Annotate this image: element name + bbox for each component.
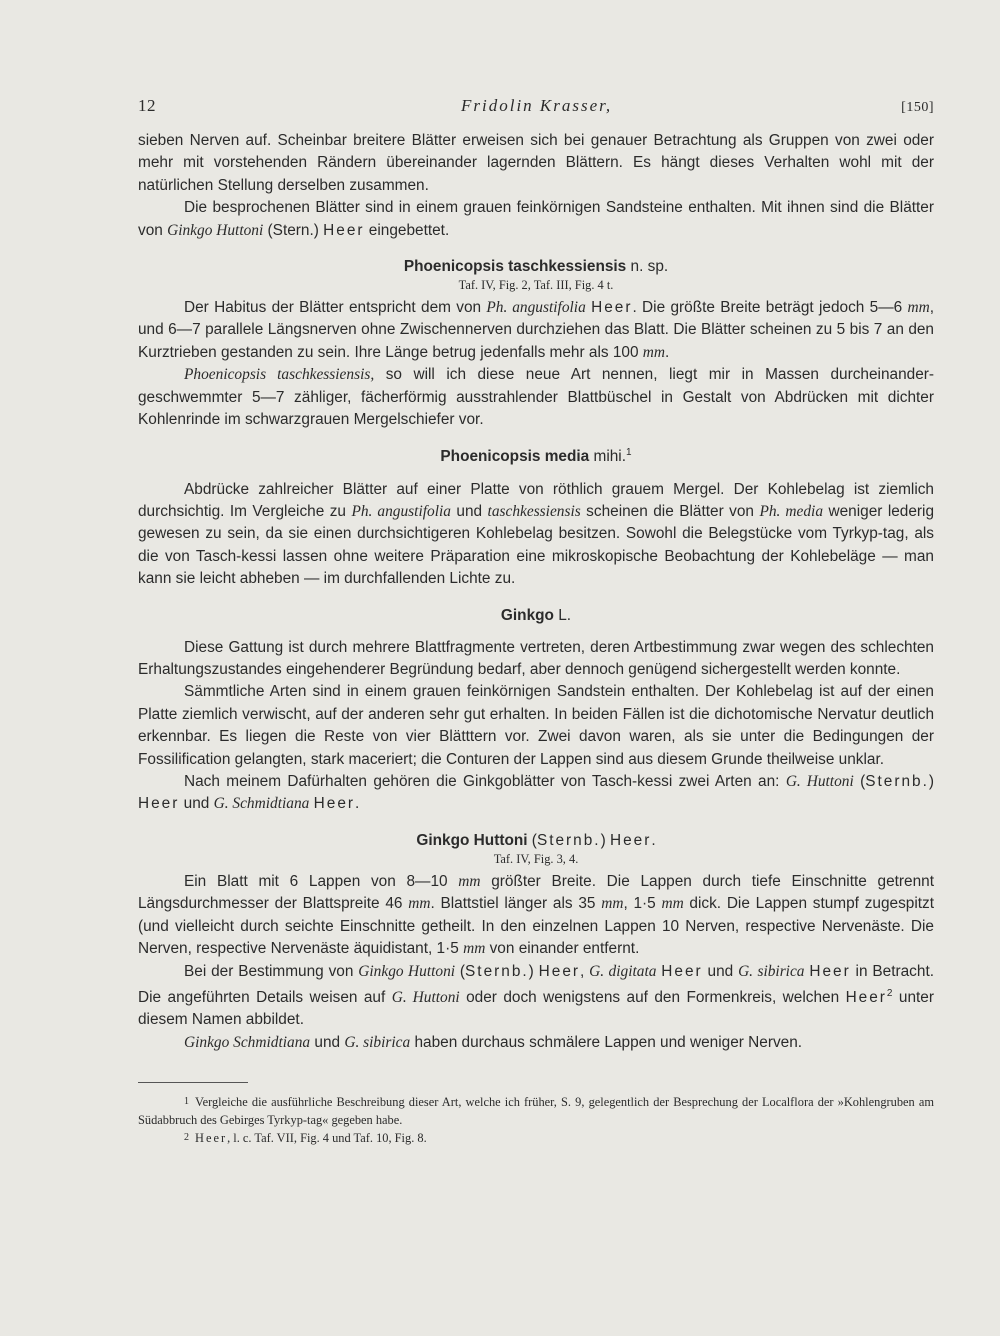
unit: mm <box>408 895 431 913</box>
section-title-bold: Phoenicopsis taschkessiensis <box>403 258 627 276</box>
taxon-name: G. Huttoni <box>391 989 460 1007</box>
unit: mm <box>601 895 624 913</box>
footnote <box>138 1093 934 1129</box>
paragraph <box>138 961 934 1032</box>
unit: mm <box>907 299 930 317</box>
section-title-rest: n. sp. <box>626 258 669 276</box>
unit: mm <box>458 872 481 890</box>
footnote-text: , l. c. Taf. VII, Fig. 4 und Taf. 10, Fig. 8. <box>227 1131 427 1146</box>
unit: mm <box>642 343 666 361</box>
text: ) <box>528 962 539 980</box>
section-title-bold: Ginkgo <box>500 606 554 624</box>
text: . <box>665 343 670 361</box>
page-number: 12 <box>138 96 156 115</box>
author-name: Heer <box>195 1131 228 1146</box>
section-title <box>138 258 934 276</box>
text: sieben Nerven auf. Scheinbar breitere Blätter erweisen sich bei genauer Betrachtung als Gruppen von zwei oder mehr mit vorstehenden Rändern übereinander lagernden Blättern. Es hängt dieses Verhalten wohl mit der natürlichen Stellung derselben zusammen. <box>138 132 934 194</box>
author-name: Heer <box>845 989 887 1007</box>
taxon-name: G. sibirica <box>344 1033 411 1051</box>
text: Abdrücke zahlreicher Blätter auf einer Platte von röthlich grauem Mergel. Der Kohlebelag ist ziemlich durchsichtig. Im Vergleiche zu <box>138 480 934 520</box>
text: scheinen die Blätter von <box>580 503 760 520</box>
unit: mm <box>661 895 684 913</box>
text: . Die größte Breite beträgt jedoch 5—6 <box>632 299 908 317</box>
taxon-name: G. sibirica <box>738 962 805 980</box>
text: , <box>580 962 590 980</box>
text: ( <box>853 773 866 791</box>
author-name: Sternb. <box>465 962 529 980</box>
text: ) <box>928 773 935 791</box>
taxon-name: Ginkgo Schmidtiana <box>184 1033 311 1051</box>
footnote-number: 1 <box>184 1096 189 1108</box>
text: größter Breite. Die Lappen durch tiefe Einschnitte getrennt Längsdurchmesser der Blattspreite 46 <box>138 872 934 913</box>
author-name: Heer <box>323 221 365 239</box>
text: , 1·5 <box>623 895 662 913</box>
text: haben durchaus schmälere Lappen und weniger Nerven. <box>410 1033 803 1051</box>
taxon-name: Ph. angustifolia <box>486 299 586 317</box>
footnote-marker: 2 <box>886 987 893 999</box>
section-title <box>138 832 934 850</box>
footnote-marker: 1 <box>626 447 632 459</box>
footnote-text: Vergleiche die ausführliche Beschreibung dieser Art, welche ich früher, S. 9, gelegentlich der Besprechung der Localflora der »Kohlengruben am Südabbruch des Gebirges Tyrkyp-tag« gegeben habe. <box>138 1095 934 1128</box>
text: dick. Die Lappen stumpf zugespitzt (und vielleicht durch seichte Einschnitte getheilt. In den einzelnen Lappen 10 Nerven, respective Nervenäste. Die Nerven, respective Nervenäste äquidistant, 1·5 <box>138 895 934 958</box>
author-name: Heer <box>609 831 652 849</box>
unit: mm <box>463 940 486 958</box>
paragraph: Sämmtliche Arten sind in einem grauen feinkörnigen Sandstein enthalten. Der Kohlebelag ist auf der einen Platte ziemlich verwischt, auf der anderen sehr gut erhalten. In beiden Fällen ist die dichotomische Nervatur deutlich erkennbar. Es liegen die Reste von vier Blätttern vor. Zwei davon waren, als sie unter die Bedingungen der Fossilification gelangten, stark maceriert; die Conturen der Lappen sind aus diesem Grunde theilweise unklar. <box>138 683 934 768</box>
plate-reference: Taf. IV, Fig. 3, 4. <box>493 851 579 866</box>
section-title-rest: L. <box>553 606 572 624</box>
text: ( <box>527 831 537 849</box>
paragraph <box>138 197 934 242</box>
text: . Blattstiel länger als 35 <box>430 895 602 913</box>
taxon-name: G. Huttoni <box>785 773 854 791</box>
author-name: Heer <box>591 299 633 317</box>
text: in Betracht. Die angeführten Details weisen auf <box>138 962 934 1007</box>
paragraph <box>138 871 934 961</box>
author-name: Heer <box>661 962 703 980</box>
text: ) <box>600 831 610 849</box>
footnote <box>138 1129 934 1147</box>
taxon-name: Ginkgo Huttoni <box>167 221 264 239</box>
author-name: Heer <box>138 795 180 813</box>
text: von einander entfernt. <box>485 940 640 958</box>
section-title-bold: Phoenicopsis media <box>440 448 590 466</box>
text: Der Habitus der Blätter entspricht dem von <box>184 299 487 317</box>
taxon-name: Phoenicopsis taschkessiensis, <box>184 366 375 384</box>
plate-reference: Taf. IV, Fig. 2, Taf. III, Fig. 4 t. <box>458 278 614 293</box>
bracket-page-ref: [150] <box>901 100 934 115</box>
taxon-name: taschkessiensis <box>487 503 581 520</box>
section-title-rest: mihi. <box>589 448 627 466</box>
section-title-bold: Ginkgo Huttoni <box>416 831 528 849</box>
text: weniger lederig gewesen zu sein, da sie einen durchsichtigeren Kohlebelag besitzen. Sowohl die Belegstücke vom Tyrkyp-tag, als die von Tasch-kessi lassen ohne weitere Präparation eine mikroskopische Beobachtung der Kohlebeläge — man kann sie leicht abheben — im durchfallenden Lichte zu. <box>138 503 935 588</box>
paragraph <box>138 479 934 591</box>
text: und <box>310 1033 345 1051</box>
text: Bei der Bestimmung von <box>184 962 359 980</box>
section-title <box>138 607 934 625</box>
text: . <box>355 795 360 813</box>
taxon-name: G. digitata <box>589 962 657 980</box>
footnote-divider <box>138 1082 248 1083</box>
author-name: Heer <box>538 962 581 980</box>
taxon-name: Ginkgo Huttoni <box>358 962 456 980</box>
paragraph <box>138 1032 934 1054</box>
page-header <box>138 96 934 116</box>
text: und <box>450 503 488 520</box>
author-name: Sternb. <box>865 773 929 791</box>
text: . <box>651 831 656 849</box>
text: unter diesem Namen abbildet. <box>138 989 934 1029</box>
taxon-name: Ph. angustifolia <box>351 503 451 520</box>
author-name: Heer <box>809 962 851 980</box>
taxon-name: Ph. media <box>759 503 824 520</box>
text: (Stern.) <box>263 221 324 239</box>
author-name: Sternb. <box>536 831 601 849</box>
section-title <box>138 447 934 466</box>
taxon-name: G. Schmidtiana <box>213 795 310 813</box>
paragraph <box>138 297 934 364</box>
paragraph <box>138 364 934 431</box>
text: und <box>179 795 214 813</box>
paragraph <box>138 130 934 197</box>
running-author: Fridolin Krasser, <box>461 96 613 115</box>
text: eingebettet. <box>364 221 450 239</box>
text: , und 6—7 parallele Längsnerven ohne Zwischennerven durchziehen das Blatt. Die Blätter scheinen zu 5 bis 7 an den Kurztrieben gestanden zu sein. Ihre Länge betrug jedenfalls mehr als 100 <box>138 299 935 361</box>
text: Nach meinem Dafürhalten gehören die Ginkgoblätter von Tasch-kessi zwei Arten an: <box>184 773 786 791</box>
text: Ein Blatt mit 6 Lappen von 8—10 <box>184 872 459 890</box>
text: oder doch wenigstens auf den Formenkreis, welchen <box>459 989 846 1007</box>
footnote-number: 2 <box>184 1132 189 1144</box>
paragraph <box>138 771 934 816</box>
text: so will ich diese neue Art nennen, liegt mir in Massen durcheinander-geschwemmter 5—7 zähliger, fächerförmig ausstrahlender Blattbüschel in Gestalt von Abdrücken mit dichter Kohlenrinde im schwarzgrauen Mergelschiefer vor. <box>138 366 935 429</box>
author-name: Heer <box>313 795 355 813</box>
text: und <box>702 962 739 980</box>
text: ( <box>455 962 466 980</box>
paragraph: Diese Gattung ist durch mehrere Blattfragmente vertreten, deren Artbestimmung zwar wegen des schlechten Erhaltungszustandes eingehenderer Begründung bedarf, aber dennoch genügend sichergestellt werden konnte. <box>138 638 934 679</box>
text: Die besprochenen Blätter sind in einem grauen feinkörnigen Sandsteine enthalten. Mit ihnen sind die Blätter von <box>138 199 934 239</box>
